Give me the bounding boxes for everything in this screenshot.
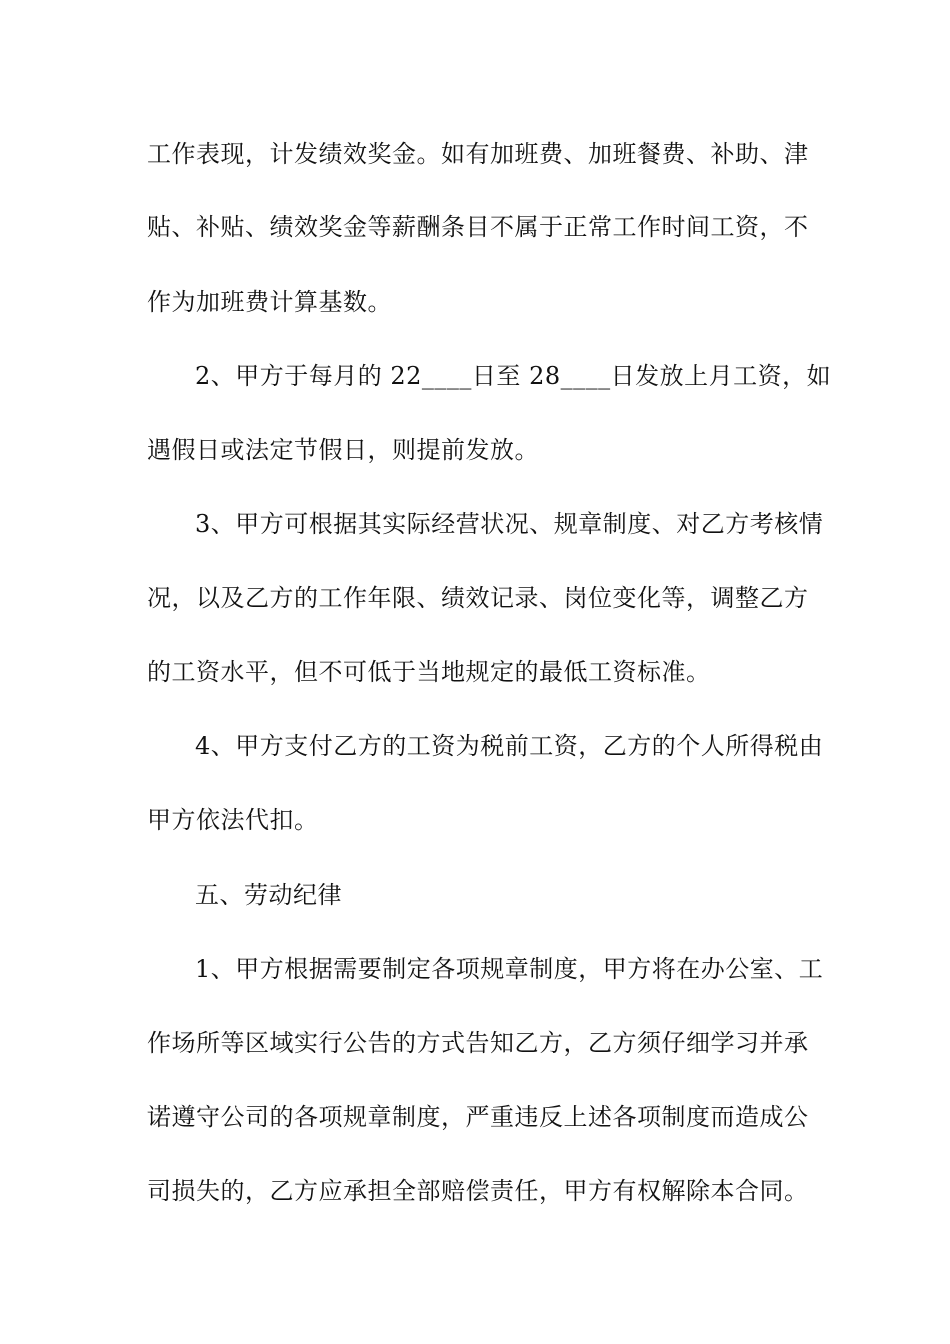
section-heading: 五、劳动纪律 — [195, 881, 342, 909]
text-line: 况，以及乙方的工作年限、绩效记录、岗位变化等，调整乙方 — [147, 584, 809, 612]
text-line: 的工资水平，但不可低于当地规定的最低工资标准。 — [147, 658, 711, 686]
text-line: 4、甲方支付乙方的工资为税前工资，乙方的个人所得税由 — [195, 732, 824, 760]
text-line: 工作表现，计发绩效奖金。如有加班费、加班餐费、补助、津 — [147, 140, 809, 168]
text-line: 甲方依法代扣。 — [147, 806, 319, 834]
text-line: 贴、补贴、绩效奖金等薪酬条目不属于正常工作时间工资，不 — [147, 213, 809, 241]
text-line: 1、甲方根据需要制定各项规章制度，甲方将在办公室、工 — [195, 955, 824, 983]
text-line: 2、甲方于每月的 22____日至 28____日发放上月工资，如 — [195, 362, 832, 390]
text-line: 遇假日或法定节假日，则提前发放。 — [147, 436, 539, 464]
text-line: 3、甲方可根据其实际经营状况、规章制度、对乙方考核情 — [195, 510, 824, 538]
text-line: 司损失的，乙方应承担全部赔偿责任，甲方有权解除本合同。 — [147, 1177, 809, 1205]
text-line: 作为加班费计算基数。 — [147, 288, 392, 316]
text-line: 作场所等区域实行公告的方式告知乙方，乙方须仔细学习并承 — [147, 1029, 809, 1057]
text-line: 诺遵守公司的各项规章制度，严重违反上述各项制度而造成公 — [147, 1103, 809, 1131]
